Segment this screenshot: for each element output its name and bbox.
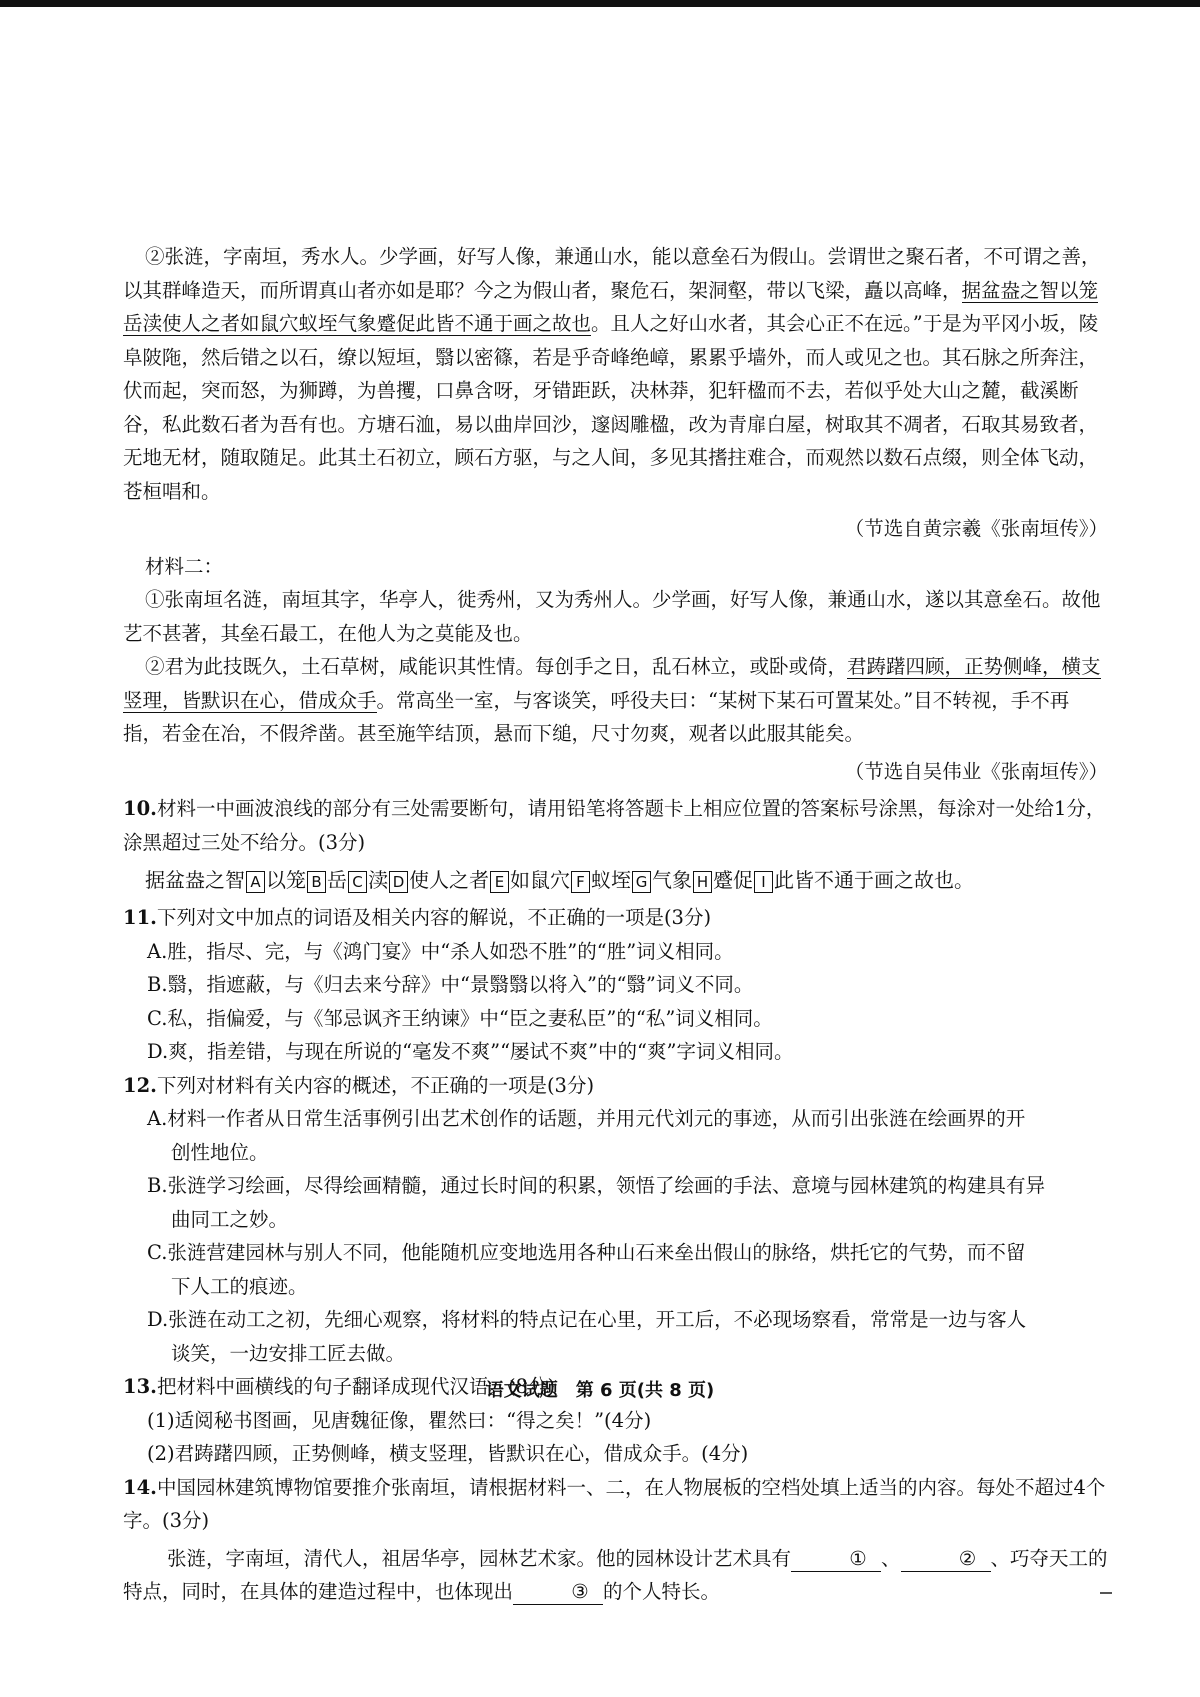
puzzle-segment: 如鼠穴: [510, 868, 570, 892]
answer-box-b[interactable]: B: [307, 871, 326, 893]
puzzle-segment: 蚁垤: [591, 868, 631, 892]
answer-box-g[interactable]: G: [632, 871, 651, 893]
fill-separator: 、: [881, 1546, 901, 1570]
fill-text-post: 的个人特长。: [603, 1580, 721, 1603]
puzzle-segment: 气象: [652, 868, 692, 892]
fill-blank-3[interactable]: ③: [513, 1580, 603, 1605]
question-text: 下列对材料有关内容的概述，不正确的一项是(3分): [156, 1073, 595, 1097]
question-text: 下列对文中加点的词语及相关内容的解说，不正确的一项是(3分): [156, 906, 712, 929]
puzzle-segment: 渎: [368, 868, 388, 892]
top-border: [0, 0, 1200, 7]
puzzle-segment: 使人之者: [409, 868, 489, 892]
q12-option-a-cont: 创性地位。: [171, 1140, 269, 1164]
q12-option-d-cont: 谈笑，一边安排工匠去做。: [171, 1341, 406, 1365]
q14-fill-paragraph: [123, 1542, 1108, 1609]
page-footer: 语文试题 第 6 页(共 8 页): [485, 1380, 715, 1401]
q12-option-d[interactable]: D.张涟在动工之初，先细心观察，将材料的特点记在心里，开工后，不必现场察看，常常是一边与客人: [147, 1308, 1027, 1331]
question-text: 材料一中画波浪线的部分有三处需要断句，请用铅笔将答题卡上相应位置的答案标号涂黑，每涂对一处给1分，涂黑超过三处不给分。(3分): [123, 797, 1106, 854]
question-12: [123, 1069, 1108, 1103]
question-10: [123, 792, 1108, 859]
question-11: [123, 901, 1108, 935]
q13-item-1: (1)适阅秘书图画，见唐魏征像，瞿然曰：“得之矣！”(4分): [147, 1408, 652, 1432]
material1-text-pre: ②张涟，字南垣，秀水人。少学画，好写人像，兼通山水，能以意垒石为假山。尝谓世之聚石者，不可谓之善，以其群峰造天，而所谓真山者亦如是耶？今之为假山者，聚危石，架洞壑，带以飞梁，矗以高峰，: [123, 245, 1101, 302]
material2-title: 材料二：: [145, 554, 224, 578]
q12-option-a[interactable]: A.材料一作者从日常生活事例引出艺术创作的话题，并用元代刘元的事迹，从而引出张涟在绘画界的开: [147, 1107, 1026, 1130]
material2-paragraph-1: ①张南垣名涟，南垣其字，华亭人，徙秀州，又为秀州人。少学画，好写人像，兼通山水，遂以其意垒石。故他艺不甚著，其垒石最工，在他人为之莫能及也。: [123, 588, 1101, 645]
page-content: [123, 240, 1108, 1609]
answer-box-c[interactable]: C: [348, 871, 367, 893]
question-text: 把材料中画横线的句子翻译成现代汉语。(8分): [156, 1375, 556, 1398]
question-number: 10.: [123, 797, 157, 820]
material2-text-post: 。常高坐一室，与客谈笑，呼役夫曰：“某树下某石可置某处。”目不转视，手不再指，若金在冶，不假斧凿。甚至施竿结顶，悬而下缒，尺寸勿爽，观者以此服其能矣。: [123, 688, 1070, 745]
fill-blank-2[interactable]: ②: [901, 1547, 991, 1572]
question-number: 14.: [123, 1475, 157, 1499]
fill-blank-1[interactable]: ①: [791, 1547, 881, 1572]
answer-box-h[interactable]: H: [693, 871, 712, 893]
answer-box-a[interactable]: A: [246, 871, 265, 893]
fill-text-mid: 、巧夺天工的特点，同时，在具体的建造过程中，也体现出: [123, 1546, 1108, 1603]
question-number: 13.: [123, 1375, 157, 1398]
question-text: 中国园林建筑博物馆要推介张南垣，请根据材料一、二，在人物展板的空档处填上适当的内容。每处不超过4个字。(3分): [123, 1475, 1106, 1532]
material2-underlined-sentence: 君踌躇四顾，正势侧峰，横支竖理，皆默识在心，借成众手: [123, 655, 1101, 712]
q11-option-d[interactable]: D.爽，指差错，与现在所说的“毫发不爽”“屡试不爽”中的“爽”字词义相同。: [147, 1040, 794, 1063]
material2-text-pre: ②君为此技既久，土石草树，咸能识其性情。每创手之日，乱石林立，或卧或倚，: [145, 655, 848, 678]
question-14: [123, 1471, 1108, 1538]
material1-text-post: 。且人之好山水者，其会心正不在远。”于是为平冈小坂，陵阜陂陁，然后错之以石，缭以短垣，翳以密篠，若是乎奇峰绝嶂，累累乎墙外，而人或见之也。其石脉之所奔注，伏而起，突而怒，为狮蹲，为兽攫，口鼻含呀，牙错距跃，决林莽，犯轩楹而不去，若似乎处大山之麓，截溪断谷，私此数石者为吾有也。方塘石洫，易以曲岸回沙，邃闼雕楹，改为青扉白屋，树取其不凋者，石取其易致者，无地无材，随取随足。此其土石初立，顾石方驱，与之人间，多见其搘拄难合，而观然以数石点缀，则全体飞动，苍桓唱和。: [123, 312, 1099, 503]
q11-option-a[interactable]: A.胜，指尽、完，与《鸿门宴》中“杀人如恐不胜”的“胜”词义相同。: [147, 939, 734, 963]
material2-paragraph-2: [123, 650, 1108, 751]
answer-box-f[interactable]: F: [571, 871, 590, 893]
q11-option-b[interactable]: B.翳，指遮蔽，与《归去来兮辞》中“景翳翳以将入”的“翳”词义不同。: [147, 973, 754, 996]
answer-box-e[interactable]: E: [490, 871, 509, 893]
puzzle-segment: 此皆不通于画之故也。: [774, 868, 974, 892]
material1-source: （节选自黄宗羲《张南垣传》）: [844, 517, 1108, 540]
answer-box-d[interactable]: D: [389, 871, 408, 893]
puzzle-segment: 蹙促: [713, 868, 753, 892]
q11-option-c[interactable]: C.私，指偏爱，与《邹忌讽齐王纳谏》中“臣之妻私臣”的“私”词义相同。: [147, 1006, 773, 1030]
q12-option-b-cont: 曲同工之妙。: [171, 1207, 289, 1231]
q12-option-c[interactable]: C.张涟营建园林与别人不同，他能随机应变地选用各种山石来垒出假山的脉络，烘托它的气势，而不留: [147, 1241, 1026, 1264]
material1-wavy-segment: 据盆盎之智以笼岳渎使人之者如鼠穴蚁垤气象蹙促此皆不通于画之故也: [123, 278, 1099, 335]
fill-text-pre: 张涟，字南垣，清代人，祖居华亭，园林艺术家。他的园林设计艺术具有: [167, 1546, 792, 1570]
puzzle-segment: 岳: [327, 868, 347, 892]
question-number: 11.: [123, 906, 157, 929]
q12-option-b[interactable]: B.张涟学习绘画，尽得绘画精髓，通过长时间的积累，领悟了绘画的手法、意境与园林建筑的构建具有异: [147, 1174, 1046, 1197]
q12-option-c-cont: 下人工的痕迹。: [171, 1274, 308, 1298]
answer-box-i[interactable]: I: [754, 871, 773, 893]
sentence-break-puzzle: [145, 861, 1108, 899]
puzzle-segment: 据盆盎之智: [145, 868, 245, 892]
q13-item-2: (2)君踌躇四顾，正势侧峰，横支竖理，皆默识在心，借成众手。(4分): [147, 1442, 749, 1465]
corner-mark: [1100, 1592, 1112, 1594]
question-number: 12.: [123, 1073, 157, 1097]
puzzle-segment: 以笼: [266, 868, 306, 892]
material2-source: （节选自吴伟业《张南垣传》）: [844, 759, 1108, 783]
material1-body: [123, 240, 1108, 508]
